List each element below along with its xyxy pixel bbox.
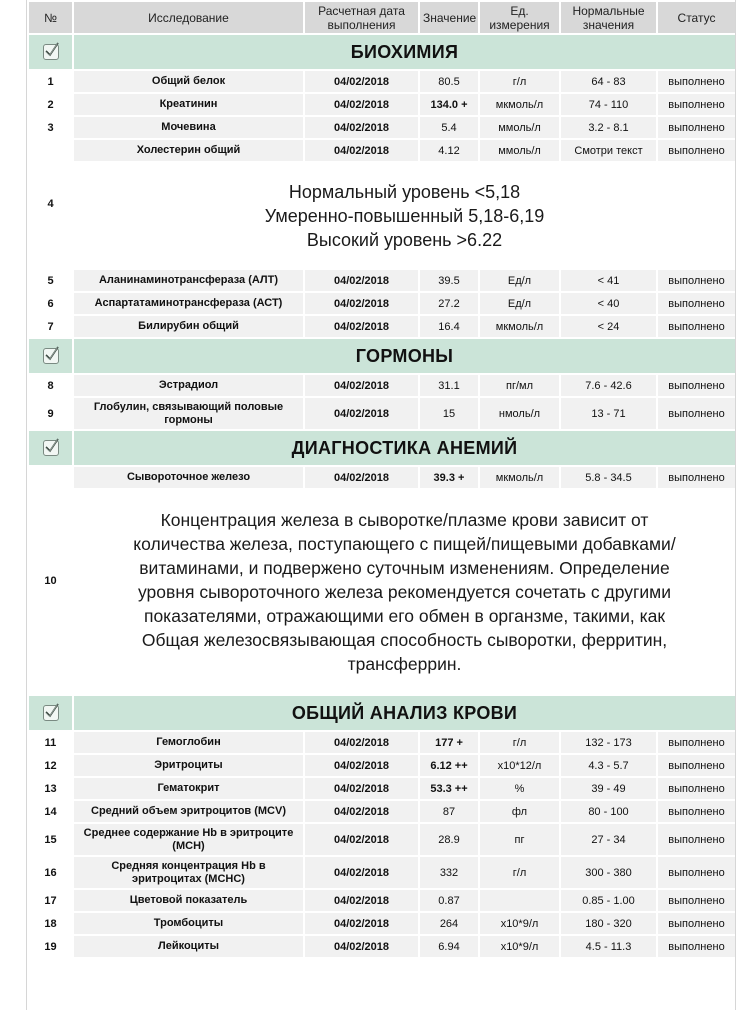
test-value: 5.4 bbox=[419, 116, 479, 139]
section-title: ГОРМОНЫ bbox=[73, 338, 736, 374]
section-title: ОБЩИЙ АНАЛИЗ КРОВИ bbox=[73, 695, 736, 731]
row-number: 8 bbox=[28, 374, 73, 397]
table-row bbox=[28, 731, 736, 754]
row-number: 5 bbox=[28, 269, 73, 292]
test-status: выполнено bbox=[657, 856, 736, 889]
test-unit: x10*12/л bbox=[479, 754, 560, 777]
test-status: выполнено bbox=[657, 754, 736, 777]
test-norm: 132 - 173 bbox=[560, 731, 657, 754]
test-norm: 0.85 - 1.00 bbox=[560, 889, 657, 912]
table-row bbox=[28, 374, 736, 397]
table-row bbox=[28, 292, 736, 315]
test-date: 04/02/2018 bbox=[304, 731, 419, 754]
header-status: Статус bbox=[657, 1, 736, 34]
table-row bbox=[28, 70, 736, 93]
test-status: выполнено bbox=[657, 116, 736, 139]
row-number: 9 bbox=[28, 397, 73, 430]
test-date: 04/02/2018 bbox=[304, 116, 419, 139]
test-name: Гематокрит bbox=[73, 777, 304, 800]
test-value: 0.87 bbox=[419, 889, 479, 912]
test-unit: x10*9/л bbox=[479, 935, 560, 958]
table-row bbox=[28, 754, 736, 777]
table-row bbox=[28, 116, 736, 139]
section-checkbox[interactable] bbox=[28, 34, 73, 70]
table-row bbox=[28, 889, 736, 912]
test-status: выполнено bbox=[657, 93, 736, 116]
row-number: 11 bbox=[28, 731, 73, 754]
header-date: Расчетная дата выполнения bbox=[304, 1, 419, 34]
test-unit: мкмоль/л bbox=[479, 466, 560, 489]
test-norm: 39 - 49 bbox=[560, 777, 657, 800]
table-row bbox=[28, 139, 736, 162]
test-name: Холестерин общий bbox=[73, 139, 304, 162]
test-date: 04/02/2018 bbox=[304, 269, 419, 292]
row-number: 17 bbox=[28, 889, 73, 912]
row-number: 7 bbox=[28, 315, 73, 338]
test-date: 04/02/2018 bbox=[304, 754, 419, 777]
test-value: 80.5 bbox=[419, 70, 479, 93]
note-text bbox=[73, 489, 736, 695]
test-status: выполнено bbox=[657, 935, 736, 958]
test-norm: < 41 bbox=[560, 269, 657, 292]
table-row bbox=[28, 777, 736, 800]
test-date: 04/02/2018 bbox=[304, 889, 419, 912]
test-unit: ммоль/л bbox=[479, 116, 560, 139]
test-value: 264 bbox=[419, 912, 479, 935]
test-unit: г/л bbox=[479, 70, 560, 93]
table-row bbox=[28, 823, 736, 856]
checkmark-icon bbox=[43, 44, 59, 60]
test-norm: 4.5 - 11.3 bbox=[560, 935, 657, 958]
test-value: 39.3 + bbox=[419, 466, 479, 489]
test-norm: 5.8 - 34.5 bbox=[560, 466, 657, 489]
results-table bbox=[27, 0, 736, 959]
test-norm: Смотри текст bbox=[560, 139, 657, 162]
section-checkbox[interactable] bbox=[28, 430, 73, 466]
row-number: 6 bbox=[28, 292, 73, 315]
section-checkbox[interactable] bbox=[28, 695, 73, 731]
header-value: Значение bbox=[419, 1, 479, 34]
test-norm: 74 - 110 bbox=[560, 93, 657, 116]
test-date: 04/02/2018 bbox=[304, 93, 419, 116]
test-norm: < 24 bbox=[560, 315, 657, 338]
table-row bbox=[28, 800, 736, 823]
test-norm: 3.2 - 8.1 bbox=[560, 116, 657, 139]
test-status: выполнено bbox=[657, 823, 736, 856]
header-norm: Нормальные значения bbox=[560, 1, 657, 34]
test-name: Эритроциты bbox=[73, 754, 304, 777]
section-title: БИОХИМИЯ bbox=[73, 34, 736, 70]
row-number: 1 bbox=[28, 70, 73, 93]
note-line: Нормальный уровень <5,18 bbox=[288, 181, 521, 202]
test-unit: Ед/л bbox=[479, 269, 560, 292]
row-number: 2 bbox=[28, 93, 73, 116]
test-date: 04/02/2018 bbox=[304, 397, 419, 430]
test-date: 04/02/2018 bbox=[304, 374, 419, 397]
test-name: Глобулин, связывающий половые гормоны bbox=[73, 397, 304, 430]
row-number: 16 bbox=[28, 856, 73, 889]
note-row bbox=[28, 489, 736, 695]
row-number: 4 bbox=[28, 139, 73, 269]
test-norm: 4.3 - 5.7 bbox=[560, 754, 657, 777]
test-date: 04/02/2018 bbox=[304, 823, 419, 856]
test-date: 04/02/2018 bbox=[304, 466, 419, 489]
test-value: 39.5 bbox=[419, 269, 479, 292]
checkmark-icon bbox=[43, 440, 59, 456]
test-value: 6.94 bbox=[419, 935, 479, 958]
test-value: 332 bbox=[419, 856, 479, 889]
test-unit: % bbox=[479, 777, 560, 800]
test-status: выполнено bbox=[657, 397, 736, 430]
test-status: выполнено bbox=[657, 70, 736, 93]
section-blood-count bbox=[28, 695, 736, 731]
test-unit bbox=[479, 889, 560, 912]
test-name: Креатинин bbox=[73, 93, 304, 116]
test-norm: 80 - 100 bbox=[560, 800, 657, 823]
test-date: 04/02/2018 bbox=[304, 315, 419, 338]
note-line: Умеренно-повышенный 5,18-6,19 bbox=[264, 205, 545, 226]
test-name: Аспартатаминотрансфераза (АСТ) bbox=[73, 292, 304, 315]
checkmark-icon bbox=[43, 705, 59, 721]
section-checkbox[interactable] bbox=[28, 338, 73, 374]
test-status: выполнено bbox=[657, 777, 736, 800]
test-value: 15 bbox=[419, 397, 479, 430]
test-value: 87 bbox=[419, 800, 479, 823]
test-value: 4.12 bbox=[419, 139, 479, 162]
test-status: выполнено bbox=[657, 466, 736, 489]
row-number: 14 bbox=[28, 800, 73, 823]
test-name: Мочевина bbox=[73, 116, 304, 139]
test-unit: г/л bbox=[479, 856, 560, 889]
test-date: 04/02/2018 bbox=[304, 912, 419, 935]
row-number: 15 bbox=[28, 823, 73, 856]
note-row bbox=[28, 162, 736, 269]
table-row bbox=[28, 935, 736, 958]
test-status: выполнено bbox=[657, 374, 736, 397]
test-date: 04/02/2018 bbox=[304, 935, 419, 958]
test-value: 53.3 ++ bbox=[419, 777, 479, 800]
test-name: Тромбоциты bbox=[73, 912, 304, 935]
test-unit: нмоль/л bbox=[479, 397, 560, 430]
test-norm: 64 - 83 bbox=[560, 70, 657, 93]
test-status: выполнено bbox=[657, 139, 736, 162]
test-date: 04/02/2018 bbox=[304, 856, 419, 889]
results-table-frame bbox=[26, 0, 736, 1010]
test-date: 04/02/2018 bbox=[304, 139, 419, 162]
section-biochemistry bbox=[28, 34, 736, 70]
test-norm: 180 - 320 bbox=[560, 912, 657, 935]
test-unit: пг/мл bbox=[479, 374, 560, 397]
test-value: 6.12 ++ bbox=[419, 754, 479, 777]
test-status: выполнено bbox=[657, 912, 736, 935]
test-status: выполнено bbox=[657, 889, 736, 912]
table-row bbox=[28, 912, 736, 935]
test-norm: 300 - 380 bbox=[560, 856, 657, 889]
test-name: Аланинаминотрансфераза (АЛТ) bbox=[73, 269, 304, 292]
note-line: Высокий уровень >6.22 bbox=[306, 229, 503, 250]
test-date: 04/02/2018 bbox=[304, 70, 419, 93]
note-paragraph: Концентрация железа в сыворотке/плазме крови зависит от количества железа, поступающего с пищей/пищевыми добавками/витаминами, и подвержено суточным изменениям. Определение уровня сывороточного железа рекомендуется сочетать с другими показателями, отражающими его обмен в органзме, такими, как Общая железосвязывающая способность сыворотки, ферритин, трансферрин. bbox=[133, 510, 676, 674]
section-hormones bbox=[28, 338, 736, 374]
row-number: 13 bbox=[28, 777, 73, 800]
test-date: 04/02/2018 bbox=[304, 777, 419, 800]
header-unit: Ед. измерения bbox=[479, 1, 560, 34]
test-unit: ммоль/л bbox=[479, 139, 560, 162]
test-unit: г/л bbox=[479, 731, 560, 754]
test-status: выполнено bbox=[657, 800, 736, 823]
test-name: Общий белок bbox=[73, 70, 304, 93]
test-name: Гемоглобин bbox=[73, 731, 304, 754]
test-value: 28.9 bbox=[419, 823, 479, 856]
table-row bbox=[28, 856, 736, 889]
test-unit: x10*9/л bbox=[479, 912, 560, 935]
note-text bbox=[73, 162, 736, 269]
row-number: 10 bbox=[28, 466, 73, 695]
test-name: Сывороточное железо bbox=[73, 466, 304, 489]
test-norm: 27 - 34 bbox=[560, 823, 657, 856]
test-name: Эстрадиол bbox=[73, 374, 304, 397]
section-anemia bbox=[28, 430, 736, 466]
test-norm: 7.6 - 42.6 bbox=[560, 374, 657, 397]
test-name: Среднее содержание Hb в эритроците (MCH) bbox=[73, 823, 304, 856]
test-value: 134.0 + bbox=[419, 93, 479, 116]
test-status: выполнено bbox=[657, 269, 736, 292]
test-value: 31.1 bbox=[419, 374, 479, 397]
test-value: 16.4 bbox=[419, 315, 479, 338]
test-unit: мкмоль/л bbox=[479, 315, 560, 338]
table-row bbox=[28, 93, 736, 116]
test-norm: < 40 bbox=[560, 292, 657, 315]
table-row bbox=[28, 315, 736, 338]
test-status: выполнено bbox=[657, 315, 736, 338]
row-number: 12 bbox=[28, 754, 73, 777]
test-name: Средний объем эритроцитов (MCV) bbox=[73, 800, 304, 823]
test-norm: 13 - 71 bbox=[560, 397, 657, 430]
row-number: 18 bbox=[28, 912, 73, 935]
test-name: Средняя концентрация Hb в эритроцитах (MCHC) bbox=[73, 856, 304, 889]
header-test: Исследование bbox=[73, 1, 304, 34]
table-row bbox=[28, 466, 736, 489]
test-date: 04/02/2018 bbox=[304, 800, 419, 823]
section-title: ДИАГНОСТИКА АНЕМИЙ bbox=[73, 430, 736, 466]
test-name: Цветовой показатель bbox=[73, 889, 304, 912]
checkmark-icon bbox=[43, 348, 59, 364]
test-unit: фл bbox=[479, 800, 560, 823]
row-number: 19 bbox=[28, 935, 73, 958]
table-header bbox=[28, 1, 736, 34]
test-value: 177 + bbox=[419, 731, 479, 754]
test-name: Билирубин общий bbox=[73, 315, 304, 338]
test-date: 04/02/2018 bbox=[304, 292, 419, 315]
row-number: 3 bbox=[28, 116, 73, 139]
test-name: Лейкоциты bbox=[73, 935, 304, 958]
table-row bbox=[28, 397, 736, 430]
test-unit: мкмоль/л bbox=[479, 93, 560, 116]
test-status: выполнено bbox=[657, 731, 736, 754]
header-num: № bbox=[28, 1, 73, 34]
test-unit: пг bbox=[479, 823, 560, 856]
test-value: 27.2 bbox=[419, 292, 479, 315]
test-status: выполнено bbox=[657, 292, 736, 315]
table-row bbox=[28, 269, 736, 292]
test-unit: Ед/л bbox=[479, 292, 560, 315]
